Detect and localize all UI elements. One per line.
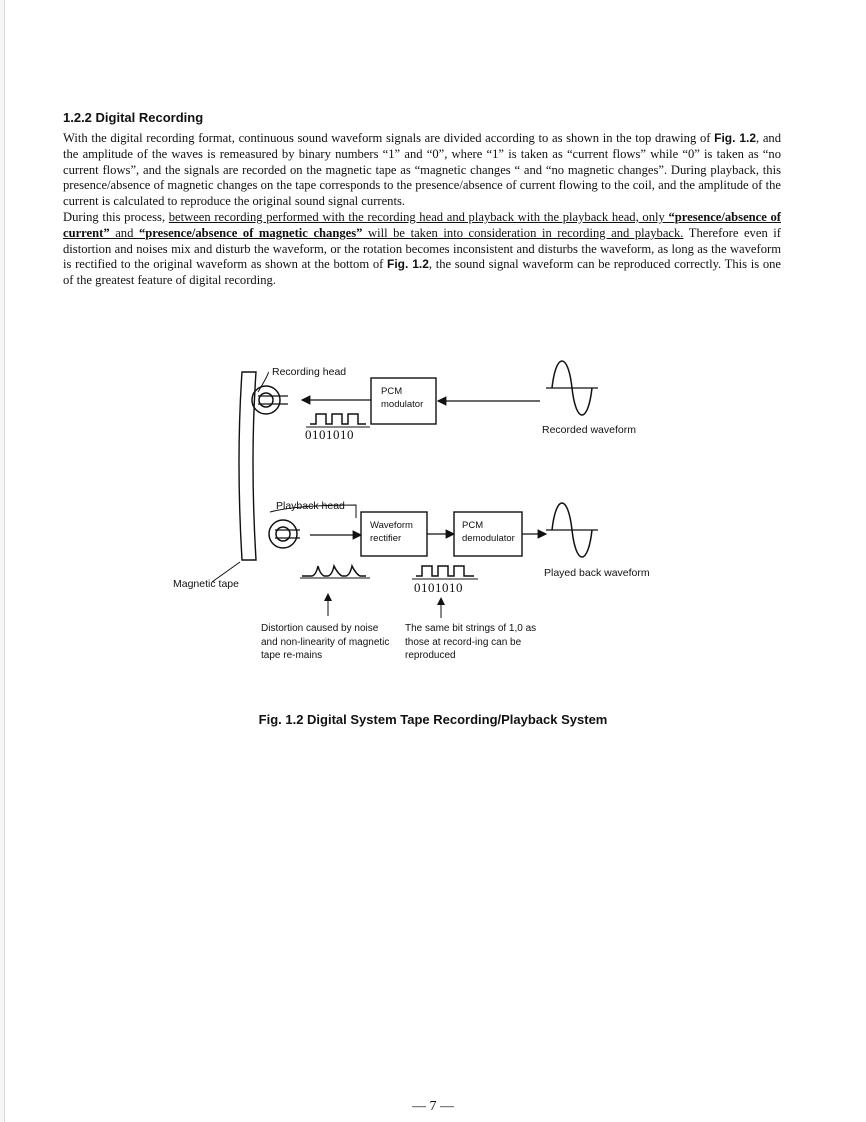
magnetic-tape-shape bbox=[239, 372, 256, 560]
distorted-pulses bbox=[302, 566, 366, 576]
section-heading: 1.2.2 Digital Recording bbox=[63, 110, 204, 125]
p2-underline-1: between recording performed with the recording head and playback with the playback head, only bbox=[168, 209, 669, 224]
recorded-waveform-label: Recorded waveform bbox=[542, 424, 636, 436]
p2-text-1: During this process, bbox=[63, 209, 169, 224]
played-waveform-label: Played back waveform bbox=[544, 567, 650, 579]
note-same-bits: The same bit strings of 1,0 as those at record-ing can be reproduced bbox=[405, 623, 537, 661]
recorded-bit-string: 0101010 bbox=[305, 427, 354, 442]
playback-head-label: Playback head bbox=[276, 500, 345, 512]
pcm-modulator-line-2: modulator bbox=[381, 399, 424, 410]
waveform-rectifier-label bbox=[370, 519, 413, 545]
p2-underline-bold-2: “presence/absence of magnetic changes” bbox=[138, 225, 363, 240]
recording-head-bracket bbox=[258, 372, 268, 392]
p1-text-1: With the digital recording format, continuous sound waveform signals are divided according to as shown in the top drawing of bbox=[63, 131, 715, 145]
recorded-pulses bbox=[310, 414, 366, 424]
recording-head-label: Recording head bbox=[272, 366, 347, 378]
p2-underline-3: will be taken into consideration in recording and playback. bbox=[362, 225, 684, 240]
p2-underline-2: and bbox=[109, 225, 139, 240]
recording-head-icon bbox=[252, 386, 280, 414]
magnetic-tape-label: Magnetic tape bbox=[173, 578, 239, 590]
figure-caption: Fig. 1.2 Digital System Tape Recording/Playback System bbox=[258, 712, 608, 727]
p2-fig-ref: Fig. 1.2 bbox=[387, 257, 429, 272]
p2-text-3: , the sound signal waveform can be reproduced correctly. This is one of the greatest feature of digital recording. bbox=[63, 257, 782, 288]
pcm-demodulator-line-2: demodulator bbox=[462, 533, 515, 544]
pcm-demodulator-label bbox=[462, 519, 515, 545]
played-bit-string: 0101010 bbox=[414, 580, 463, 595]
rectifier-line-2: rectifier bbox=[370, 533, 402, 544]
page-number: — 7 — bbox=[412, 1099, 454, 1114]
pcm-modulator-line-1: PCM bbox=[381, 386, 403, 397]
p2-text-2: Therefore even if distortion and noises mix and disturb the waveform, or the rotation becomes inconsistent and disturbs the waveform, as long as the waveform is rectified to the original waveform as shown at the bottom of bbox=[63, 225, 781, 272]
p1-fig-ref: Fig. 1.2 bbox=[714, 131, 756, 145]
pcm-demodulator-line-1: PCM bbox=[462, 520, 484, 531]
rectified-pulses bbox=[416, 566, 474, 576]
playback-head-icon bbox=[269, 520, 297, 548]
rectifier-line-1: Waveform bbox=[370, 520, 413, 531]
p1-text-2: , and the amplitude of the waves is remeasured by binary numbers “1” and “0”, where “1” is taken as “current flows” while “0” is taken as “no current flows”, and the signals are recorded on the magnetic tape as “magnetic changes “ and “no magnetic changes”. During playback, this presence/absence of magnetic changes on the tape corresponds to the presence/absence of current flowing to the coil, and the amplitude of the current is calculated to reproduce the original sound signal currents. bbox=[63, 131, 782, 209]
note-distortion: Distortion caused by noise and non-linearity of magnetic tape re-mains bbox=[261, 623, 390, 661]
pcm-modulator-label bbox=[381, 385, 423, 411]
p2-underline-bold-1: “presence/absence of current” bbox=[63, 209, 781, 240]
